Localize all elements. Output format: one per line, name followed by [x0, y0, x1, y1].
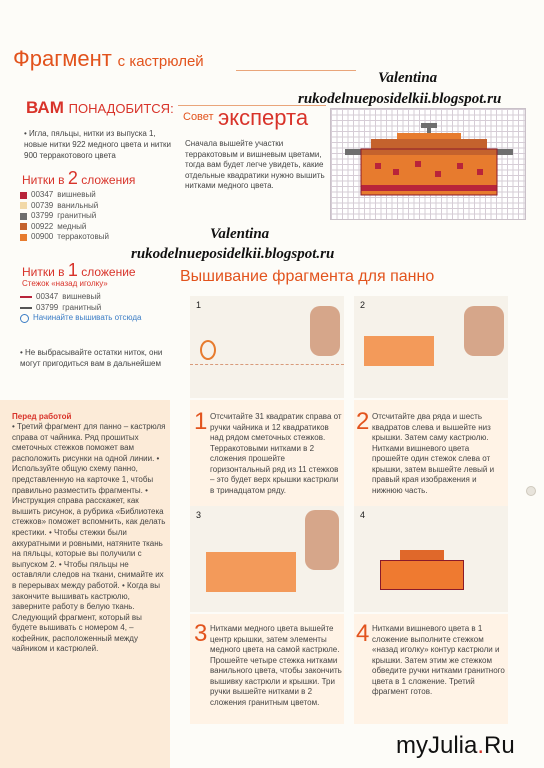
legend-code: 00900	[31, 232, 54, 241]
watermark-site-1: rukodelnueposidelkii.blogspot.ru	[298, 91, 502, 107]
red-line-icon	[20, 296, 32, 298]
logo-julia: Julia	[428, 732, 478, 759]
pot-chart-svg	[331, 109, 527, 221]
need-text: • Игла, пяльцы, нитки из выпуска 1, новые нитки 922 медного цвета и нитки 900 терракотового цвета	[24, 129, 171, 160]
step-2-photo	[354, 296, 508, 398]
legend-row	[20, 292, 141, 303]
threads-2-num: 2	[67, 168, 78, 188]
hand-image	[464, 306, 504, 356]
step-4-photo-num: 4	[360, 510, 366, 520]
finished-pot	[380, 560, 464, 590]
need-title-big: ВАМ	[26, 98, 64, 117]
threads-2-pre: Нитки в	[22, 173, 68, 187]
tip-text: Сначала вышейте участки терракотовым и вишневым цветами, тогда вам будет легче увидеть, какие отдельные квадратики нужно вышить нитками медного цвета.	[185, 139, 325, 190]
legend-start: Начинайте вышивать отсюда	[33, 313, 142, 322]
logo-dot: .	[477, 732, 485, 759]
step-1-number: 1	[194, 408, 208, 435]
leftover-note: • Не выбрасывайте остатки ниток, они могут пригодиться вам в дальнейшем	[20, 348, 163, 368]
legend-name: ванильный	[57, 200, 99, 210]
corner-symbol-icon	[20, 223, 27, 230]
step-1-text: Отсчитайте 31 квадратик справа от ручки чайника и 12 квадратиков над рядом сметочных стежков. Терракотовыми нитками в 2 сложения прошейте горизонтальный ряд из 11 стежков – это будет верх крышки кастрюли в тринадцатом ряду.	[210, 412, 342, 495]
legend-row	[20, 222, 109, 233]
threads-1-num: 1	[67, 260, 78, 280]
stitched-lid	[364, 336, 434, 366]
threads-1-post: сложение	[77, 265, 136, 279]
teapot-fragment	[200, 340, 216, 360]
threads-1-legend	[20, 292, 141, 324]
step-3-text: Нитками медного цвета вышейте центр крышки, затем элементы медного цвета на самой кастрюле. Прошейте четыре стежка нитками ванильного цвета, чтобы закончить вышивку кастрюли и крышки. Три ручки вышейте нитками в 2 сложения гранитным цветом.	[210, 624, 342, 707]
lid-bottom	[371, 139, 487, 149]
step-1-photo	[190, 296, 344, 398]
threads-2-post: сложения	[77, 173, 136, 187]
legend-name: терракотовый	[57, 232, 109, 241]
legend-name: гранитный	[57, 211, 97, 220]
threads-2-title	[22, 168, 135, 189]
legend-code: 03799	[31, 211, 54, 220]
finished-lid	[400, 550, 444, 560]
step-1-photo-num: 1	[196, 300, 202, 310]
heart-symbol-icon	[20, 192, 27, 199]
step-3-photo-num: 3	[196, 510, 202, 520]
threads-1-pre: Нитки в	[22, 265, 68, 279]
basting-line	[190, 364, 344, 365]
step-4-number: 4	[356, 620, 370, 647]
step-2-photo-num: 2	[360, 300, 366, 310]
square-symbol-icon	[20, 213, 27, 220]
watermark-name-2: Valentina	[210, 226, 270, 242]
pot-rim	[361, 149, 497, 155]
gray-line-icon	[20, 307, 32, 309]
legend-row	[20, 211, 109, 222]
tip-sovet: Совет	[183, 111, 214, 123]
step-3-number: 3	[194, 620, 208, 647]
tip-expert: эксперта	[218, 105, 309, 130]
logo-ru: Ru	[484, 732, 515, 759]
legend-code: 00922	[31, 221, 54, 231]
hand-image	[310, 306, 340, 356]
step-4-photo	[354, 506, 508, 612]
title-part2: с кастрюлей	[117, 53, 204, 70]
step-2-text: Отсчитайте два ряда и шесть квадратов слева и вышейте низ крышки. Затем саму кастрюлю. Нитками вишневого цвета прошейте один стежок слева от крышки, затем вышейте левый и правый края изображения и нижнюю часть.	[372, 412, 495, 495]
legend-name: гранитный	[62, 302, 102, 312]
stitch-label: Стежок «назад иголку»	[22, 279, 108, 288]
title-divider	[236, 70, 356, 71]
legend-name: вишневый	[62, 292, 101, 301]
step-2-number: 2	[356, 408, 370, 435]
cross-symbol-icon	[20, 202, 27, 209]
binder-hole	[526, 486, 536, 496]
legend-row	[20, 232, 109, 243]
threads-2-legend	[20, 190, 109, 243]
lid-knob	[427, 127, 431, 133]
before-work-text: • Третий фрагмент для панно – кастрюля справа от чайника. Ряд прошитых сметочных стежков поможет вам расположить рисунки на одной линии. • Используйте общую схему панно, представленную на карточке 1, чтобы правильно разместить фрагменты. • Инструкция справа расскажет, как вышить рисунок, а рубрика «Библиотека стежков» поможет вспомнить, как делать крестики. • Чтобы стежки были аккуратными и ровными, натяните ткань на пяльцы, которые вы получили с выпуском 2. • Чтобы пяльцы не оставляли следов на ткани, снимайте их в перерывах между работой. • Когда вы закончите вышивать кастрюлю, заверните работу в белую ткань. Следующий фрагмент, который вы будете вышивать с номером 4, – кофейник, расположенный между чайником и кастрюлей.	[12, 422, 166, 654]
legend-code: 00739	[31, 200, 54, 210]
need-title	[26, 98, 174, 118]
step-4-text: Нитками вишневого цвета в 1 сложение выполните стежком «назад иголку» контур кастрюли и крышки. Затем этим же стежком обведите ручки нитками гранитного цвета в 1 сложение. Третий фрагмент готов.	[372, 624, 505, 696]
watermark-site-2: rukodelnueposidelkii.blogspot.ru	[131, 246, 335, 262]
stitched-pot	[206, 552, 296, 592]
logo-my: my	[396, 732, 428, 759]
embroidery-title: Вышивание фрагмента для панно	[180, 268, 435, 285]
need-title-small: ПОНАДОБИТСЯ:	[68, 101, 174, 116]
watermark-name-1: Valentina	[378, 70, 438, 86]
legend-row	[20, 190, 109, 201]
legend-code: 00347	[31, 190, 54, 199]
lid-top	[397, 133, 461, 139]
legend-name: вишневый	[57, 190, 96, 199]
legend-row	[20, 313, 141, 324]
hand-image	[305, 510, 339, 570]
legend-row	[20, 303, 141, 314]
orange-symbol-icon	[20, 234, 27, 241]
legend-name: медный	[57, 221, 87, 231]
step-3-photo	[190, 506, 344, 612]
threads-1-title	[22, 260, 136, 281]
start-circle-icon	[20, 314, 29, 323]
before-work-title: Перед работой	[12, 412, 72, 421]
legend-row	[20, 201, 109, 212]
title-part1: Фрагмент	[13, 46, 112, 71]
legend-code: 03799	[36, 302, 59, 312]
cross-stitch-chart	[330, 108, 526, 220]
site-logo	[396, 732, 515, 760]
legend-code: 00347	[36, 292, 59, 301]
page-title	[13, 46, 204, 72]
